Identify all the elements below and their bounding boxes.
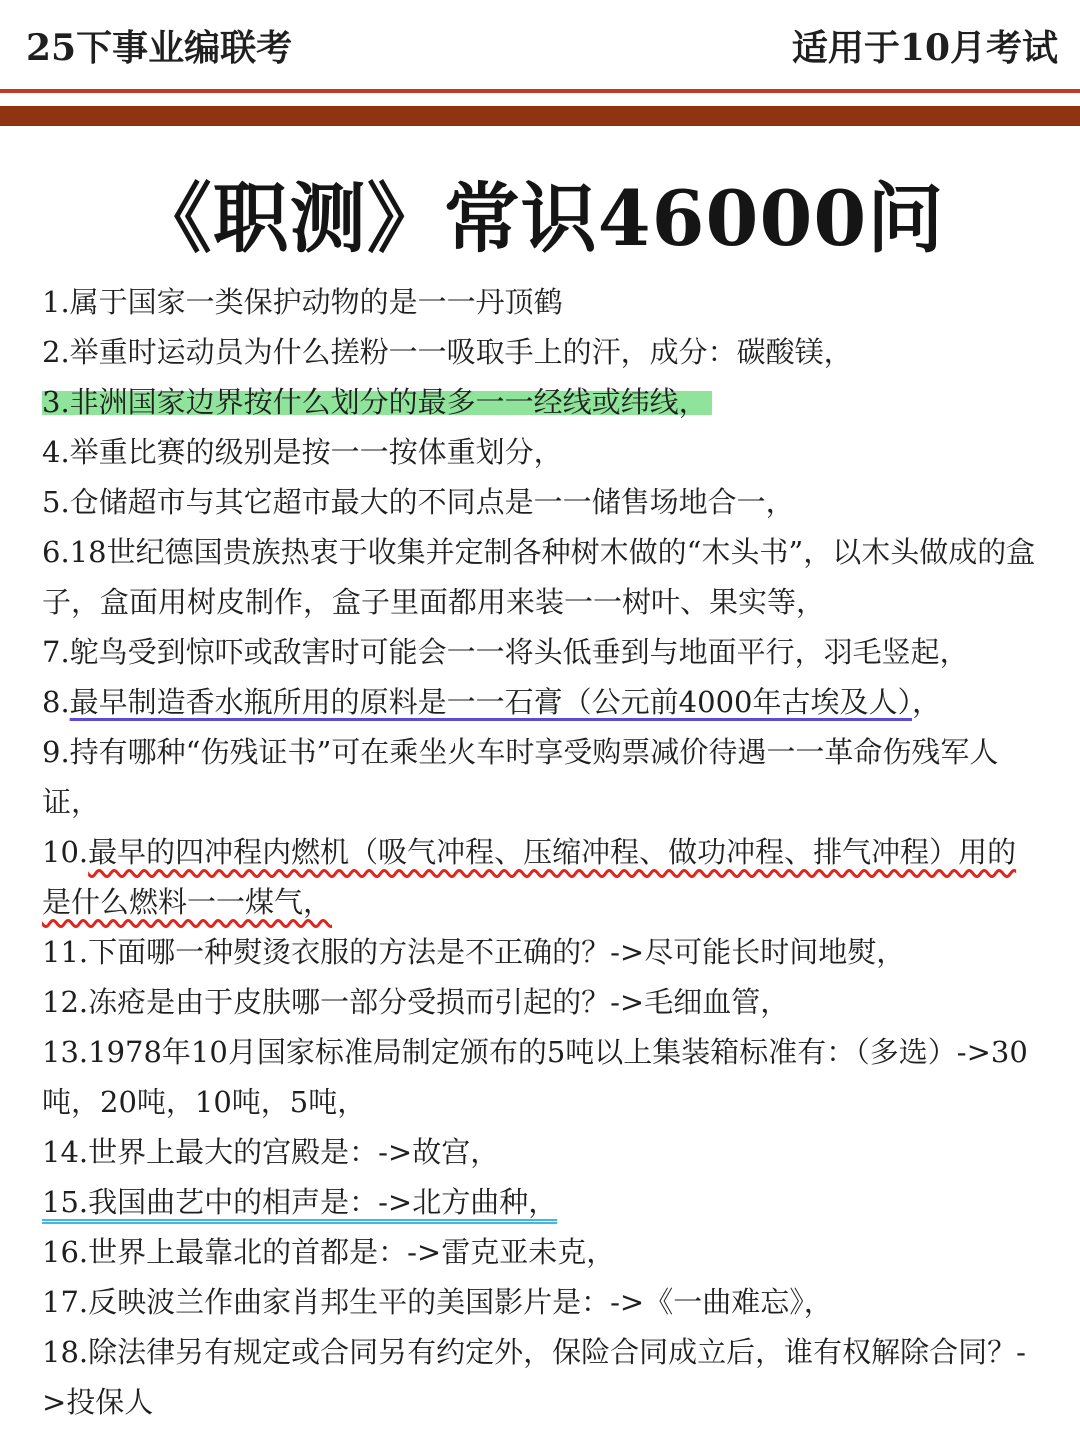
qa-item-text-underlined: 最早制造香水瓶所用的原料是一一石膏（公元前4000年古埃及人） — [69, 685, 912, 719]
qa-list — [42, 277, 1042, 1427]
qa-item-17 — [42, 1277, 1042, 1327]
qa-item-text: 12.冻疮是由于皮肤哪一部分受损而引起的？->毛细血管， — [42, 985, 790, 1019]
qa-item-13 — [42, 1027, 1042, 1127]
header-divider-thick — [0, 106, 1080, 126]
page-title: 《职测》常识46000问 — [135, 174, 945, 263]
qa-item-text: 18.除法律另有规定或合同另有约定外，保险合同成立后，谁有权解除合同？->投保人 — [42, 1335, 1026, 1419]
qa-item-11 — [42, 927, 1042, 977]
qa-item-3 — [42, 377, 1042, 427]
qa-item-15 — [42, 1177, 1042, 1227]
qa-item-8 — [42, 677, 1042, 727]
qa-item-7 — [42, 627, 1042, 677]
qa-item-suffix: ， — [911, 685, 941, 719]
qa-item-text: 1.属于国家一类保护动物的是一一丹顶鹤 — [42, 285, 563, 319]
qa-item-text: 2.举重时运动员为什么搓粉一一吸取手上的汗，成分：碳酸镁， — [42, 335, 853, 369]
qa-item-text: 14.世界上最大的宫殿是：->故宫， — [42, 1135, 500, 1169]
exam-date-label: 适用于10月考试 — [791, 27, 1058, 69]
qa-item-prefix: 8. — [42, 685, 70, 719]
qa-item-text-underlined: 15.我国曲艺中的相声是：->北方曲种， — [42, 1185, 558, 1219]
qa-item-text-highlighted: 3.非洲国家边界按什么划分的最多一一经线或纬线， — [42, 385, 712, 419]
exam-label: 25下事业编联考 — [26, 27, 293, 69]
qa-item-10 — [42, 827, 1042, 927]
qa-item-6 — [42, 527, 1042, 627]
qa-item-16 — [42, 1227, 1042, 1277]
qa-item-18 — [42, 1327, 1042, 1427]
qa-item-text: 9.持有哪种“伤残证书”可在乘坐火车时享受购票减价待遇一一革命伤残军人证， — [42, 735, 999, 819]
qa-item-text: 17.反映波兰作曲家肖邦生平的美国影片是：->《一曲难忘》， — [42, 1285, 833, 1319]
qa-item-14 — [42, 1127, 1042, 1177]
qa-item-4 — [42, 427, 1042, 477]
qa-item-5 — [42, 477, 1042, 527]
qa-item-text: 11.下面哪一种熨烫衣服的方法是不正确的？->尽可能长时间地熨， — [42, 935, 906, 969]
qa-item-text: 7.鸵鸟受到惊吓或敌害时可能会一一将头低垂到与地面平行，羽毛竖起， — [42, 635, 969, 669]
qa-item-text-wavy-underlined: 最早的四冲程内燃机（吸气冲程、压缩冲程、做功冲程、排气冲程）用的是什么燃料一一煤气， — [42, 835, 1017, 919]
qa-item-text: 4.举重比赛的级别是按一一按体重划分， — [42, 435, 563, 469]
qa-item-2 — [42, 327, 1042, 377]
page-header — [0, 0, 1080, 88]
qa-item-12 — [42, 977, 1042, 1027]
qa-item-text: 13.1978年10月国家标准局制定颁布的5吨以上集装箱标准有：（多选）->30吨，20吨，10吨，5吨， — [42, 1035, 1028, 1119]
qa-item-1 — [42, 277, 1042, 327]
qa-item-text: 16.世界上最靠北的首都是：->雷克亚未克， — [42, 1235, 616, 1269]
qa-item-text: 6.18世纪德国贵族热衷于收集并定制各种树木做的“木头书”，以木头做成的盒子，盒面用树皮制作，盒子里面都用来装一一树叶、果实等， — [42, 535, 1036, 619]
qa-item-prefix: 10. — [42, 835, 89, 869]
qa-item-9 — [42, 727, 1042, 827]
header-divider-thin — [0, 89, 1080, 93]
qa-item-text: 5.仓储超市与其它超市最大的不同点是一一储售场地合一， — [42, 485, 795, 519]
